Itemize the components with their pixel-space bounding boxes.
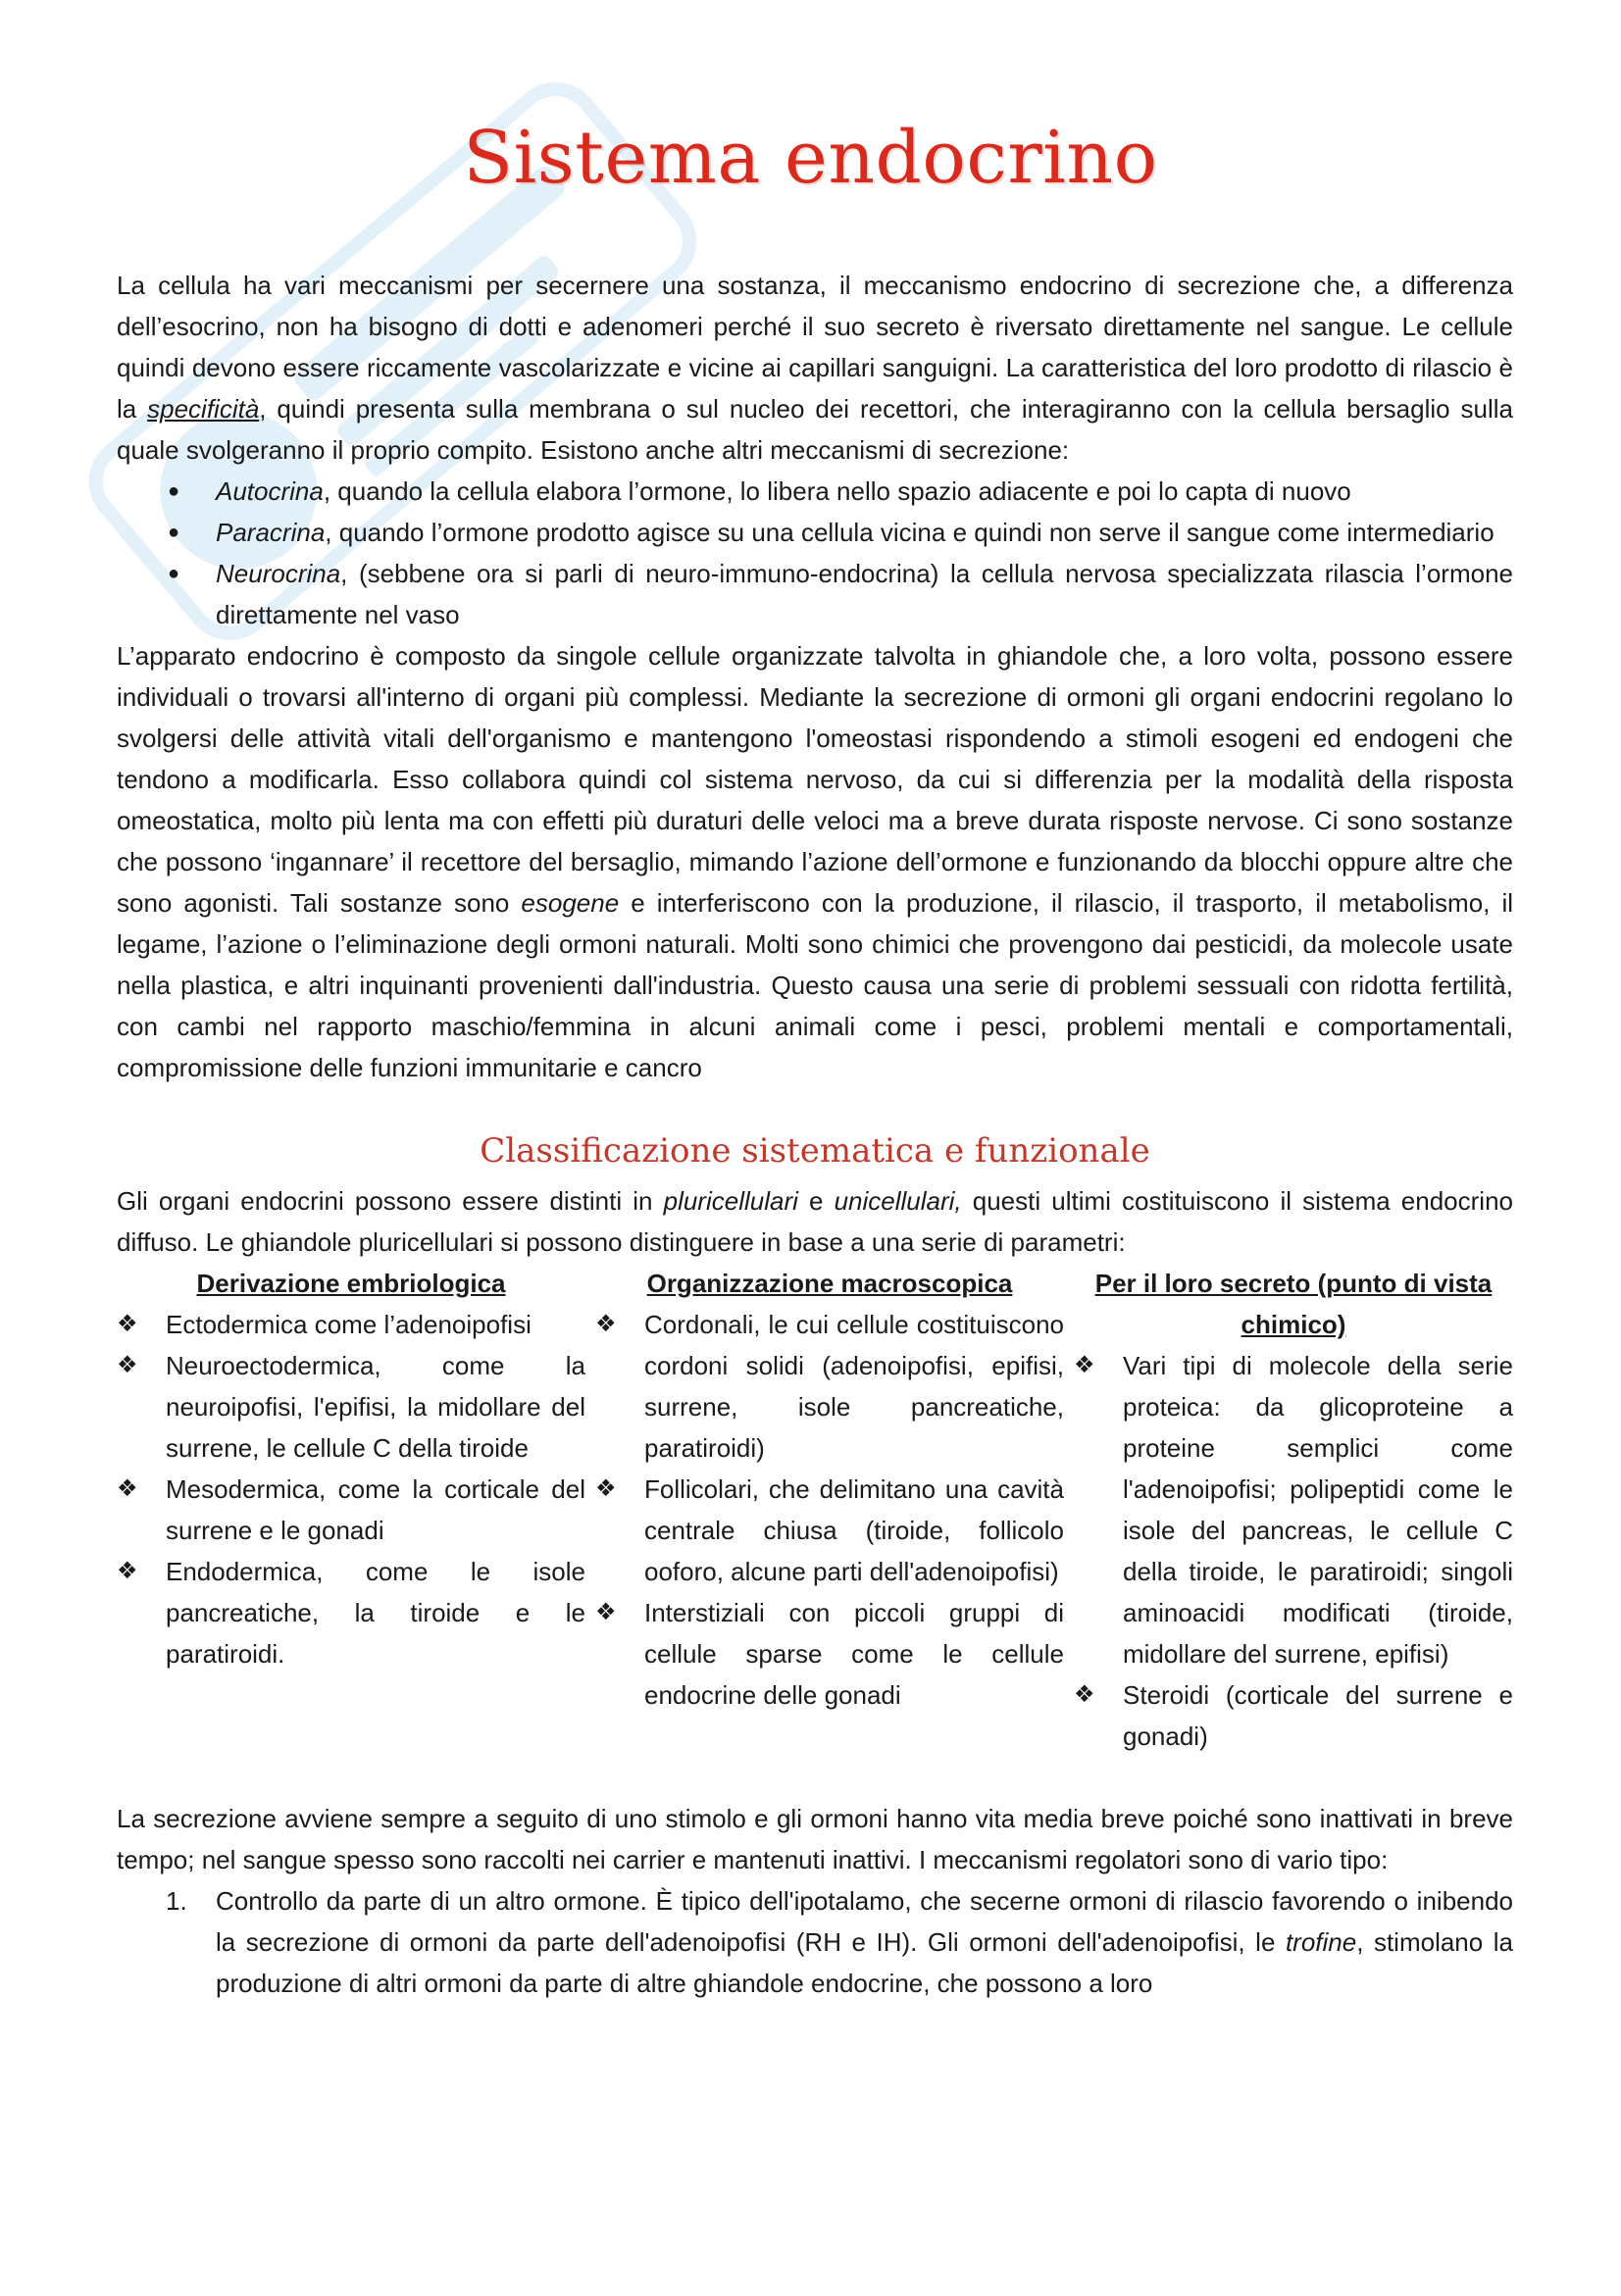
page-title: Sistema endocrino: [463, 116, 1158, 200]
list-item: ❖ Mesodermica, come la corticale del surrene e le gonadi: [117, 1469, 585, 1551]
column-embryology: [117, 1263, 585, 1757]
list-item: ❖ Neuroectodermica, come la neuroipofisi, l'epifisi, la midollare del surrene, le cellule C della tiroide: [117, 1345, 585, 1469]
list-item: 1. Controllo da parte di un altro ormone. È tipico dell'ipotalamo, che secerne ormoni di rilascio favorendo o inibendo la secrezione di ormoni da parte dell'adenoipofisi (RH e IH). Gli ormoni dell'adenoipofisi, le trofine, stimolano la produzione di altri ormoni da parte di altre ghiandole endocrine, che possono a loro: [166, 1886, 1513, 1998]
column-header: Per il loro secreto (punto di vista chimico): [1094, 1269, 1493, 1339]
intro-paragraph: La cellula ha vari meccanismi per secernere una sostanza, il meccanismo endocrino di secrezione che, a differenza dell’esocrino, non ha bisogno di dotti e adenomeri perché il suo secreto è riversato direttamente nel sangue. Le cellule quindi devono essere riccamente vascolarizzate e vicine ai capillari sanguigni. La caratteristica del loro prodotto di rilascio è la specificità, quindi presenta sulla membrana o sul nucleo dei recettori, che interagiranno con la cellula bersaglio sulla quale svolgeranno il proprio compito. Esistono anche altri meccanismi di secrezione:: [117, 271, 1513, 465]
classification-paragraph: Gli organi endocrini possono essere distinti in pluricellulari e unicellulari, questi ultimi costituiscono il sistema endocrino diffuso. Le ghiandole pluricellulari si possono distinguere in base a una serie di parametri:: [117, 1186, 1513, 1257]
list-item: ❖ Endodermica, come le isole pancreatiche, la tiroide e le paratiroidi.: [117, 1551, 585, 1674]
classification-columns: [117, 1263, 1513, 1757]
regulation-list: [117, 1880, 1513, 2004]
list-item: ❖ Interstiziali con piccoli gruppi di cellule sparse come le cellule endocrine delle gonadi: [595, 1592, 1064, 1716]
regulation-paragraph: La secrezione avviene sempre a seguito di uno stimolo e gli ormoni hanno vita media breve poiché sono inattivati in breve tempo; nel sangue spesso sono raccolti nei carrier e mantenuti inattivi. I meccanismi regolatori sono di vario tipo:: [117, 1804, 1513, 1874]
column-header: Organizzazione macroscopica: [646, 1269, 1013, 1298]
list-item: ❖ Follicolari, che delimitano una cavità centrale chiusa (tiroide, follicolo ooforo, alcune parti dell'adenoipofisi): [595, 1469, 1064, 1592]
column-chemical: [1074, 1263, 1513, 1757]
emphasis-specificita: specificità: [147, 394, 260, 424]
list-item: ❖ Vari tipi di molecole della serie proteica: da glicoproteine a proteine semplici come l'adenoipofisi; polipeptidi come le isole del pancreas, le cellule C della tiroide, le paratiroidi; singoli aminoacidi modificati (tiroide, midollare del surrene, epifisi): [1074, 1345, 1513, 1674]
column-macroscopic: [595, 1263, 1064, 1757]
list-item: ● Autocrina, quando la cellula elabora l’ormone, lo libera nello spazio adiacente e poi lo capta di nuovo: [117, 471, 1513, 512]
list-item: ● Neurocrina, (sebbene ora si parli di neuro-immuno-endocrina) la cellula nervosa specializzata rilascia l’ormone direttamente nel vaso: [117, 553, 1513, 635]
column-header: Derivazione embriologica: [196, 1269, 506, 1298]
list-item: ❖ Ectodermica come l’adenoipofisi: [117, 1304, 585, 1345]
document-body: [117, 265, 1513, 2004]
list-item: ❖ Cordonali, le cui cellule costituiscono cordoni solidi (adenoipofisi, epifisi, surrene, isole pancreatiche, paratiroidi): [595, 1304, 1064, 1469]
list-item: ● Paracrina, quando l’ormone prodotto agisce su una cellula vicina e quindi non serve il sangue come intermediario: [117, 512, 1513, 553]
list-item: ❖ Steroidi (corticale del surrene e gonadi): [1074, 1674, 1513, 1757]
section-heading: Classificazione sistematica e funzionale: [480, 1131, 1150, 1171]
apparatus-paragraph: L’apparato endocrino è composto da singole cellule organizzate talvolta in ghiandole che, a loro volta, possono essere individuali o trovarsi all'interno di organi più complessi. Mediante la secrezione di ormoni gli organi endocrini regolano lo svolgersi delle attività vitali dell'organismo e mantengono l'omeostasi rispondendo a stimoli esogeni ed endogeni che tendono a modificarla. Esso collabora quindi col sistema nervoso, da cui si differenzia per la modalità della risposta omeostatica, molto più lenta ma con effetti più duraturi delle veloci ma a breve durata risposte nervose. Ci sono sostanze che possono ‘ingannare’ il recettore del bersaglio, mimando l’azione dell’ormone e funzionando da blocchi oppure altre che sono agonisti. Tali sostanze sono esogene e interferiscono con la produzione, il rilascio, il trasporto, il metabolismo, il legame, l’azione o l’eliminazione degli ormoni naturali. Molti sono chimici che provengono dai pesticidi, da molecole usate nella plastica, e altri inquinanti provenienti dall'industria. Questo causa una serie di problemi sessuali con ridotta fertilità, con cambi nel rapporto maschio/femmina in alcuni animali come i pesci, problemi mentali e comportamentali, compromissione delle funzioni immunitarie e cancro: [117, 641, 1513, 1082]
secretion-types-list: [117, 471, 1513, 635]
